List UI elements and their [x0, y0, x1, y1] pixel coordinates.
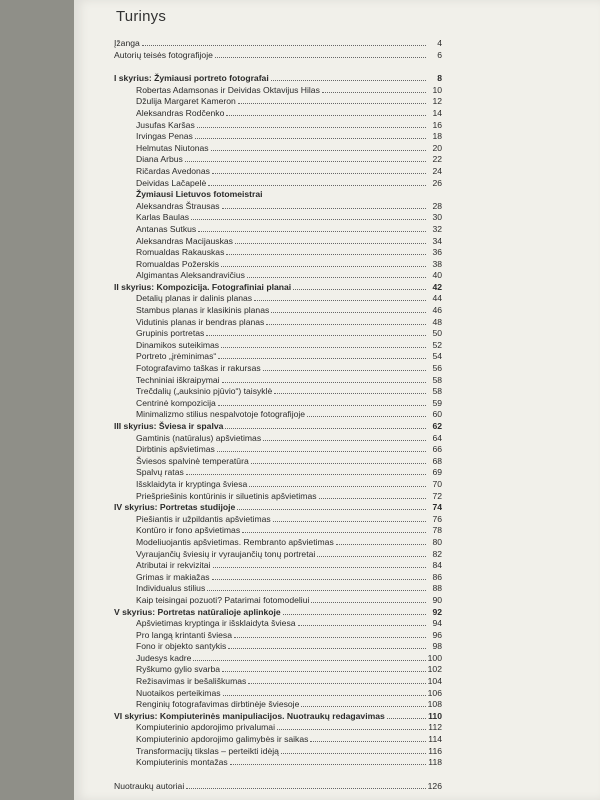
- toc-entry-text: Aleksandras Rodčenko: [136, 107, 225, 118]
- dot-leader: [186, 781, 425, 789]
- dot-leader: [218, 351, 426, 359]
- toc-entry-text: Stambus planas ir klasikinis planas: [136, 305, 270, 316]
- toc-entry-text: Judesys kadre: [136, 652, 192, 663]
- toc-subheading: [74, 189, 600, 201]
- toc-page-number: 12: [432, 96, 442, 107]
- toc-entry: [74, 398, 600, 410]
- toc-entry-text: Nuotraukų autoriai: [114, 780, 185, 791]
- dot-leader: [263, 363, 426, 371]
- toc-entry-text: III skyrius: Šviesa ir spalva: [114, 421, 224, 431]
- toc-entry: [74, 560, 600, 572]
- toc-entry-text: Išsklaidyta ir kryptinga šviesa: [136, 478, 248, 489]
- toc-entry-text: Gamtinis (natūralus) apšvietimas: [136, 432, 262, 443]
- toc-entry: [74, 363, 600, 375]
- toc-entry: [74, 456, 600, 468]
- toc-entry-text: Modeliuojantis apšvietimas. Rembranto apšvietimas: [136, 536, 334, 547]
- toc-page-number: 16: [432, 119, 442, 130]
- toc-entry: [74, 688, 600, 700]
- toc-page-number: 20: [432, 142, 442, 153]
- toc-entry-text: Irvingas Penas: [136, 131, 193, 142]
- toc-entry-text: Kompiuterinio apdorojimo privalumai: [136, 722, 275, 733]
- toc-page-number: 50: [432, 328, 442, 339]
- toc-entry-text: Renginių fotografavimas dirbtinėje šviesoje: [136, 699, 300, 710]
- toc-entry-text: Kompiuterinio apdorojimo galimybės ir saikas: [136, 734, 309, 745]
- dot-leader: [230, 757, 426, 765]
- dot-leader: [207, 583, 426, 591]
- dot-leader: [206, 328, 426, 336]
- toc-entry-text: Piešiantis ir užpildantis apšvietimas: [136, 513, 271, 524]
- toc-page-number: 64: [432, 432, 442, 443]
- dot-leader: [274, 386, 426, 394]
- toc-entry-text: Džulija Margaret Kameron: [136, 96, 236, 107]
- dot-leader: [215, 50, 426, 58]
- toc-page-number: 92: [432, 606, 442, 617]
- dot-leader: [234, 630, 426, 638]
- toc-entry: [74, 757, 600, 769]
- toc-entry-text: Trečdalių („auksinio pjūvio“) taisyklė: [136, 386, 273, 397]
- toc-entry: [74, 537, 600, 549]
- toc-page-number: 4: [437, 38, 442, 48]
- toc-entry-text: Transformacijų tikslas – perteikti idėją: [136, 745, 279, 756]
- toc-entry: [74, 583, 600, 595]
- toc-entry: [74, 305, 600, 317]
- toc-entry-text: Atributai ir rekvizitai: [136, 560, 211, 571]
- dot-leader: [195, 131, 426, 139]
- toc-section-heading: [74, 421, 600, 433]
- dot-leader: [198, 224, 426, 232]
- dot-leader: [221, 259, 426, 267]
- toc-page-number: 36: [432, 247, 442, 258]
- toc-page-number: 112: [428, 722, 442, 733]
- toc-entry-text: Karlas Baulas: [136, 212, 190, 223]
- toc-page-number: 74: [432, 502, 442, 513]
- dot-leader: [266, 317, 426, 325]
- toc-page-number: 46: [432, 305, 442, 316]
- dot-leader: [228, 641, 426, 649]
- toc-entry: [74, 247, 600, 259]
- toc-page-number: 62: [432, 421, 442, 431]
- toc-entry-text: Autorių teisės fotografijoje: [114, 49, 213, 60]
- dot-leader: [197, 120, 426, 128]
- toc-entry: [74, 340, 600, 352]
- toc-section-heading: [74, 282, 600, 294]
- toc-page-number: 96: [432, 629, 442, 640]
- toc-page-number: 70: [432, 478, 442, 489]
- toc-page-number: 30: [432, 212, 442, 223]
- dot-leader: [311, 595, 426, 603]
- toc-entry: [74, 676, 600, 688]
- toc-entry-text: Ryškumo gylio svarba: [136, 664, 221, 675]
- toc-page-number: 82: [432, 548, 442, 559]
- dot-leader: [235, 236, 426, 244]
- toc-entry: [74, 224, 600, 236]
- toc-section-heading: [74, 502, 600, 514]
- toc-page-number: 69: [432, 467, 442, 478]
- dot-leader: [310, 734, 426, 742]
- toc-page-number: 102: [427, 664, 442, 675]
- toc-page-number: 78: [432, 525, 442, 536]
- toc-page-number: 94: [432, 618, 442, 629]
- toc-entry: [74, 154, 600, 166]
- toc-entry-text: Portreto „įrėminimas“: [136, 351, 217, 362]
- toc-entry: [74, 166, 600, 178]
- dot-leader: [217, 444, 426, 452]
- toc-entry: [74, 409, 600, 421]
- toc-page-number: 6: [437, 49, 442, 60]
- toc-entry-text: Dinamikos suteikimas: [136, 339, 220, 350]
- toc-page-number: 58: [432, 374, 442, 385]
- dot-leader: [208, 178, 426, 186]
- toc-entry: [74, 444, 600, 456]
- dot-leader: [273, 514, 426, 522]
- toc-entry: [74, 293, 600, 305]
- dot-leader: [281, 746, 426, 754]
- toc-entry: [74, 491, 600, 503]
- dot-leader: [283, 607, 426, 615]
- toc-entry: [74, 120, 600, 132]
- toc-page-number: 98: [432, 641, 442, 652]
- dot-leader: [212, 572, 426, 580]
- toc-page-number: 116: [428, 745, 442, 756]
- toc-entry-text: Grimas ir makiažas: [136, 571, 210, 582]
- toc-page-number: 24: [432, 165, 442, 176]
- toc-entry-text: Vyraujančių šviesių ir vyraujančių tonų portretai: [136, 548, 316, 559]
- toc-entry: [74, 178, 600, 190]
- toc-entry: [74, 328, 600, 340]
- toc-entry: [74, 653, 600, 665]
- toc-entry-text: Nuotaikos perteikimas: [136, 687, 221, 698]
- toc-entry: [74, 50, 600, 62]
- book-page: [74, 0, 600, 800]
- toc-entry-text: Fotografavimo taškas ir rakursas: [136, 363, 261, 374]
- dot-leader: [271, 73, 426, 81]
- toc-entry-text: Kontūro ir fono apšvietimas: [136, 525, 241, 536]
- toc-entry: [74, 630, 600, 642]
- dot-leader: [247, 270, 426, 278]
- toc-entry-text: Kompiuterinis montažas: [136, 757, 228, 768]
- toc-page-number: 84: [432, 560, 442, 571]
- spacer: [74, 61, 600, 73]
- toc-entry-text: Diana Arbus: [136, 154, 183, 165]
- toc-page-number: 100: [427, 652, 442, 663]
- toc-page-number: 90: [432, 594, 442, 605]
- toc-entry: [74, 514, 600, 526]
- dot-leader: [336, 537, 426, 545]
- toc-page-number: 34: [432, 235, 442, 246]
- dot-leader: [185, 154, 426, 162]
- toc-page-number: 40: [432, 270, 442, 281]
- toc-page-number: 38: [432, 258, 442, 269]
- dot-leader: [387, 711, 426, 719]
- dot-leader: [226, 108, 426, 116]
- toc-entry-text: Centrinė kompozicija: [136, 397, 216, 408]
- dot-leader: [307, 409, 426, 417]
- toc-entry-text: Dirbtinis apšvietimas: [136, 444, 215, 455]
- dot-leader: [242, 525, 426, 533]
- toc-entry-text: Techniniai iškraipymai: [136, 374, 220, 385]
- dot-leader: [263, 433, 426, 441]
- toc-entry: [74, 433, 600, 445]
- dot-leader: [317, 549, 426, 557]
- toc-entry-text: Romualdas Požerskis: [136, 258, 220, 269]
- toc-page-number: 8: [437, 73, 442, 84]
- toc-entry: [74, 467, 600, 479]
- toc-entry-text: Spalvų ratas: [136, 467, 184, 478]
- toc-entry: [74, 96, 600, 108]
- toc-entry-text: Algimantas Aleksandravičius: [136, 270, 245, 281]
- toc-entry-text: VI skyrius: Kompiuterinės manipuliacijos. Nuotraukų redagavimas: [114, 710, 385, 721]
- toc-page-number: 48: [432, 316, 442, 327]
- dot-leader: [193, 653, 425, 661]
- toc-entry: [74, 699, 600, 711]
- dot-leader: [238, 96, 426, 104]
- toc-entry: [74, 781, 600, 793]
- toc-page-number: 18: [432, 131, 442, 142]
- toc-page-number: 106: [427, 687, 442, 698]
- dot-leader: [319, 491, 426, 499]
- toc-entry-text: V skyrius: Portretas natūralioje aplinkoje: [114, 606, 281, 617]
- toc-entry-text: IV skyrius: Portretas studijoje: [114, 502, 236, 513]
- toc-page-number: 32: [432, 223, 442, 234]
- toc-section-heading: [74, 711, 600, 723]
- toc-page-number: 118: [428, 757, 442, 768]
- toc-page-number: 58: [432, 386, 442, 397]
- toc-entry: [74, 746, 600, 758]
- toc-entry: [74, 201, 600, 213]
- toc-entry: [74, 143, 600, 155]
- toc-page-number: 108: [427, 699, 442, 710]
- toc-entry-text: Robertas Adamsonas ir Deividas Oktavijus Hilas: [136, 84, 320, 95]
- toc-entry-text: Ričardas Avedonas: [136, 165, 210, 176]
- toc-page-number: 80: [432, 536, 442, 547]
- toc-page-number: 59: [432, 397, 442, 408]
- toc-entry-text: Deividas Lačapelė: [136, 177, 207, 188]
- dot-leader: [298, 618, 426, 626]
- dot-leader: [213, 560, 427, 568]
- toc-page-number: 52: [432, 339, 442, 350]
- dot-leader: [212, 166, 426, 174]
- toc-subheading-text: Žymiausi Lietuvos fotomeistrai: [136, 189, 263, 200]
- dot-leader: [249, 479, 426, 487]
- toc-page-number: 22: [432, 154, 442, 165]
- dot-leader: [222, 201, 426, 209]
- toc-page-number: 110: [428, 710, 442, 721]
- toc-page-number: 10: [432, 84, 442, 95]
- dot-leader: [142, 38, 426, 46]
- dot-leader: [301, 699, 425, 707]
- toc-entry-text: Šviesos spalvinė temperatūra: [136, 455, 249, 466]
- toc-entry-text: I skyrius: Žymiausi portreto fotografai: [114, 73, 269, 84]
- toc-entry: [74, 85, 600, 97]
- toc-entry-text: Helmutas Niutonas: [136, 142, 209, 153]
- toc-page-number: 126: [427, 780, 442, 791]
- dot-leader: [222, 375, 426, 383]
- toc-entry: [74, 549, 600, 561]
- toc-entry: [74, 618, 600, 630]
- toc-page-number: 68: [432, 455, 442, 466]
- toc-entry: [74, 212, 600, 224]
- dot-leader: [277, 722, 426, 730]
- toc-entry: [74, 351, 600, 363]
- toc-entry-text: Antanas Sutkus: [136, 223, 197, 234]
- toc-entry-text: Aleksandras Štrausas: [136, 200, 220, 211]
- toc-entry: [74, 270, 600, 282]
- toc-entry-text: Detalių planas ir dalinis planas: [136, 293, 253, 304]
- toc-page-number: 44: [432, 293, 442, 304]
- toc-entry: [74, 131, 600, 143]
- toc-entry: [74, 595, 600, 607]
- toc-entry: [74, 386, 600, 398]
- dot-leader: [322, 85, 426, 93]
- dot-leader: [226, 247, 426, 255]
- toc-entry: [74, 375, 600, 387]
- toc-entry-text: Aleksandras Macijauskas: [136, 235, 233, 246]
- dot-leader: [221, 340, 426, 348]
- dot-leader: [191, 212, 426, 220]
- toc-page-number: 88: [432, 583, 442, 594]
- toc-entry: [74, 259, 600, 271]
- toc-entry: [74, 722, 600, 734]
- toc-entry-text: Įžanga: [114, 38, 140, 48]
- dot-leader: [271, 305, 426, 313]
- toc-entry: [74, 38, 600, 50]
- toc-entry: [74, 479, 600, 491]
- toc-entry-text: Fono ir objekto santykis: [136, 641, 227, 652]
- dot-leader: [218, 398, 426, 406]
- toc-entry: [74, 572, 600, 584]
- toc-section-heading: [74, 607, 600, 619]
- toc-page-number: 14: [432, 107, 442, 118]
- dot-leader: [223, 688, 426, 696]
- toc-page-number: 60: [432, 409, 442, 420]
- toc-entry-text: Priešpriešinis kontūrinis ir siluetinis apšvietimas: [136, 490, 317, 501]
- toc-page-number: 76: [432, 513, 442, 524]
- dot-leader: [293, 282, 426, 290]
- dot-leader: [211, 143, 426, 151]
- toc-entry: [74, 317, 600, 329]
- toc-section-heading: [74, 73, 600, 85]
- dot-leader: [186, 467, 426, 475]
- toc-page-number: 54: [432, 351, 442, 362]
- toc-entry-text: Apšvietimas kryptinga ir išsklaidyta šviesa: [136, 618, 296, 629]
- toc-page-number: 66: [432, 444, 442, 455]
- toc-entry: [74, 236, 600, 248]
- toc-entry-text: Kaip teisingai pozuoti? Patarimai fotomodeliui: [136, 594, 310, 605]
- toc-entry-text: Režisavimas ir bešališkumas: [136, 676, 247, 687]
- page-title: Turinys: [116, 8, 167, 25]
- toc-entry-text: II skyrius: Kompozicija. Fotografiniai planai: [114, 281, 292, 292]
- dot-leader: [251, 456, 426, 464]
- toc-entry: [74, 734, 600, 746]
- table-of-contents: [74, 38, 600, 792]
- toc-page-number: 26: [432, 177, 442, 188]
- toc-entry-text: Vidutinis planas ir bendras planas: [136, 316, 265, 327]
- toc-entry: [74, 641, 600, 653]
- dot-leader: [222, 664, 426, 672]
- toc-page-number: 28: [432, 200, 442, 211]
- dot-leader: [254, 293, 426, 301]
- toc-page-number: 86: [432, 571, 442, 582]
- spacer: [74, 769, 600, 781]
- toc-page-number: 104: [427, 676, 442, 687]
- toc-entry-text: Jusufas Karšas: [136, 119, 195, 130]
- dot-leader: [237, 502, 426, 510]
- toc-entry-text: Minimalizmo stilius nespalvotoje fotografijoje: [136, 409, 306, 420]
- toc-page-number: 42: [432, 281, 442, 292]
- toc-page-number: 72: [432, 490, 442, 501]
- toc-entry: [74, 525, 600, 537]
- dot-leader: [248, 676, 425, 684]
- toc-entry-text: Grupinis portretas: [136, 328, 205, 339]
- toc-entry-text: Pro langą krintanti šviesa: [136, 629, 233, 640]
- toc-entry-text: Romualdas Rakauskas: [136, 247, 225, 258]
- toc-entry: [74, 108, 600, 120]
- toc-entry: [74, 664, 600, 676]
- toc-page-number: 114: [428, 734, 442, 745]
- toc-entry-text: Individualus stilius: [136, 583, 206, 594]
- toc-page-number: 56: [432, 363, 442, 374]
- dot-leader: [225, 421, 426, 429]
